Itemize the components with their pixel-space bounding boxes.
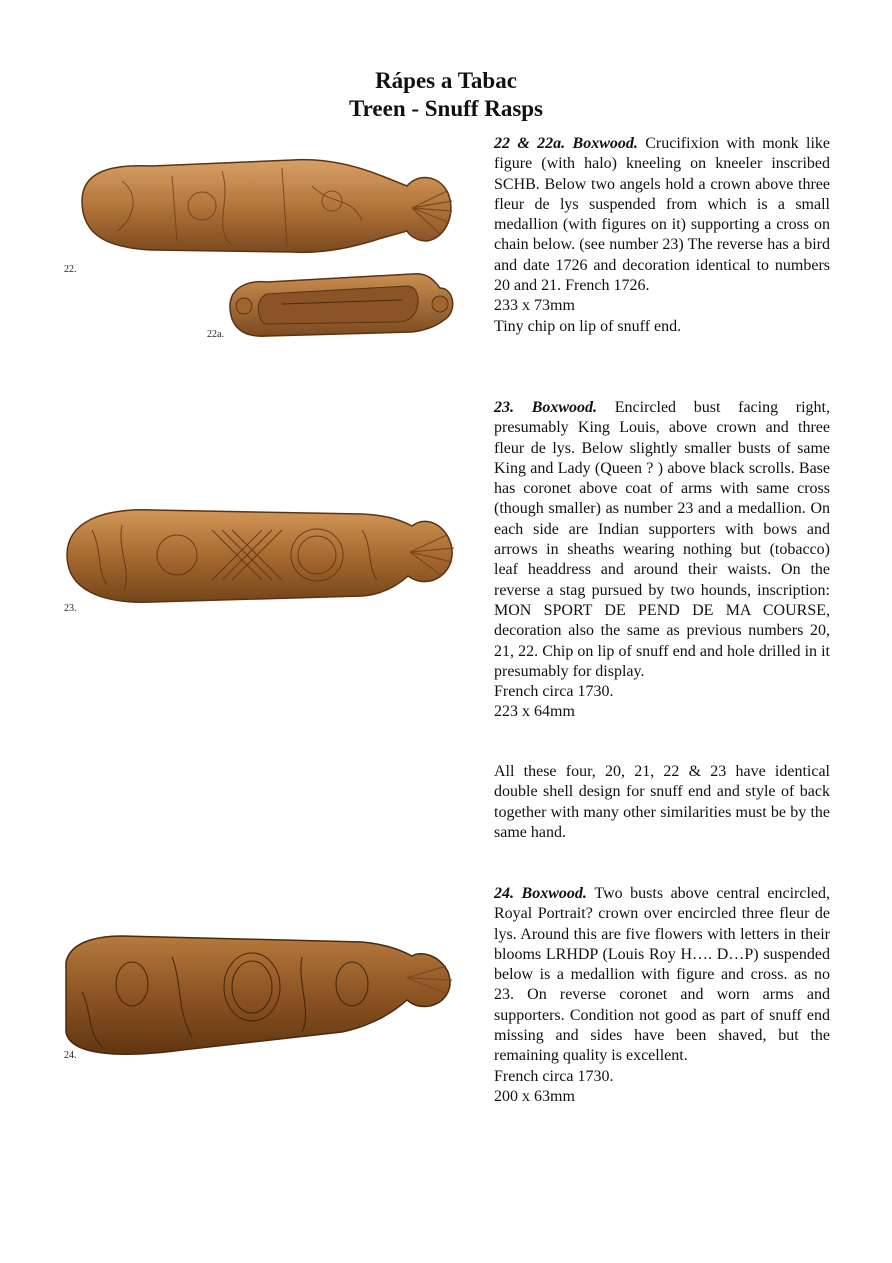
- rasp-23-image: [62, 500, 462, 612]
- entry-23-origin: French circa 1730.: [494, 683, 614, 701]
- entry-24-description: Two busts above central encircled, Royal Portrait? crown over encircled three fleur de lys. Around this are five flowers with letters in their blooms LRHDP (Louis Roy H…. D…P) suspended below is a medallion with figure and cross. as no 23. On reverse coronet and worn arms and supporters. Condition not good as part of snuff end missing and sides have been shaved, but the remaining quality is excellent.: [494, 885, 830, 1065]
- entry-23-description: Encircled bust facing right, presumably King Louis, above crown and three fleur de lys. Below slightly smaller busts of same King and Lady (Queen ? ) above black scrolls. Base has coronet above coat of arms with same cross (though smaller) as number 23 and a medallion. On each side are Indian supporters with bows and arrows in sheaths wearing nothing but (tobacco) leaf headdress and around their waists. On the reverse a stag pursued by two hounds, inscription: MON SPORT DE PEND DE MA COURSE, decoration also the same as previous numbers 20, 21, 22. Chip on lip of snuff end and hole drilled in it presumably for display.: [494, 399, 831, 680]
- entry-24-origin: French circa 1730.: [494, 1067, 614, 1085]
- entry-24-dimensions: 200 x 63mm: [494, 1087, 575, 1105]
- caption-22: 22.: [64, 264, 77, 275]
- entry-24: [494, 884, 830, 1107]
- entry-23-heading: 23. Boxwood.: [494, 399, 615, 416]
- rasp-24-image: [62, 932, 454, 1058]
- caption-22a: 22a.: [207, 329, 224, 340]
- entry-24-heading: 24. Boxwood.: [494, 885, 595, 902]
- caption-23: 23.: [64, 603, 77, 614]
- rasp-22a-image: [222, 268, 458, 340]
- entry-22-dimensions: 233 x 73mm: [494, 297, 575, 315]
- rasp-22-image: [62, 146, 462, 266]
- caption-24: 24.: [64, 1050, 77, 1061]
- entry-23: [494, 398, 830, 723]
- entry-23-dimensions: 223 x 64mm: [494, 703, 575, 721]
- entry-22-heading: 22 & 22a. Boxwood.: [494, 135, 646, 152]
- page-title: Rápes a Tabac: [375, 68, 517, 93]
- entry-23-note: All these four, 20, 21, 22 & 23 have identical double shell design for snuff end and style of back together with many other similarities must be by the same hand.: [494, 763, 830, 841]
- page-subtitle: Treen - Snuff Rasps: [348, 96, 544, 121]
- entry-22-description: Crucifixion with monk like figure (with halo) kneeling on kneeler inscribed SCHB. Below two angels hold a crown above three fleur de lys suspended from which is a small medallion (with figures on it) supporting a cross on chain below. (see number 23) The reverse has a bird and date 1726 and decoration identical to numbers 20 and 21. French 1726.: [494, 135, 830, 295]
- entry-22: [494, 134, 830, 337]
- entry-22-condition: Tiny chip on lip of snuff end.: [494, 317, 682, 335]
